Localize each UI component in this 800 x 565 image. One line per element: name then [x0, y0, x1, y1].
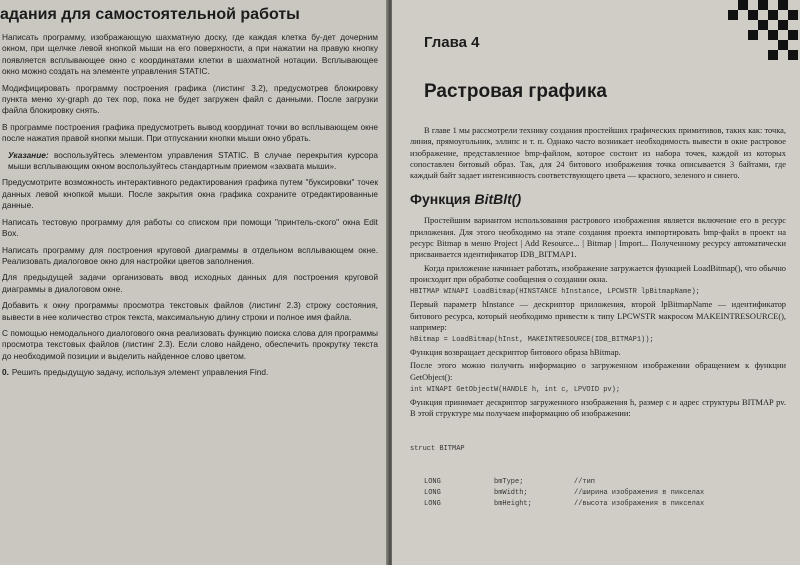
exercise-item [0, 245, 378, 268]
paragraph-1: Простейшим вариантом использования растрового изображения является включение его в ресурс приложения. Для этого необходимо на этапе создания проекта импортировать bmp-файл в проект на ресурс Bitmap в меню Project | Add Resource... | Bitmap | Import... Полученному ресурсу автоматически присваивается идентификатор IDB_BITMAP1. [410, 216, 786, 260]
exercise-text: Решить предыдущую задачу, используя элемент управления Find. [11, 367, 269, 378]
struct-rows [410, 477, 786, 510]
struct-field: bmWidth; [494, 488, 528, 497]
paragraph-4: Функция возвращает дескриптор битового образа hBitmap. [410, 348, 621, 358]
left-page [0, 0, 388, 565]
exercise-text: В программе построения графика предусмотреть вывод координат точки во всплывающем окне после нажатия правой кнопки мыши. При отпускании кнопки мыши окно убрать. [2, 121, 378, 144]
struct-row [410, 477, 786, 488]
chapter-title: Растровая графика [424, 81, 607, 102]
exercise-text: Добавить к окну программы просмотра текстовых файлов (листинг 2.3) строку состояния, вывести в нее количество строк текста, максимальную длину строки и полное имя файла. [2, 300, 378, 322]
exercise-text: Модифицировать программу построения графика (листинг 3.2), предусмотрев блокировку пункта меню xy-graph до тех пор, пока не будет загружен файл с данными. После загрузки файла блокировку снять. [2, 82, 378, 116]
chapter-number: Глава 4 [424, 34, 480, 51]
exercise-number: 0. [2, 367, 9, 378]
paragraph-3: Первый параметр hInstance — дескриптор приложения, второй lpBitmapName — идентификатор битового ресурса, который необходимо привести к типу LPCWSTR макросом MAKEINTRESOURCE(), например: [410, 300, 786, 332]
struct-comment: //ширина изображения в пикселах [574, 488, 705, 497]
struct-type: LONG [424, 477, 441, 486]
exercise-item [0, 367, 378, 378]
exercise-text: Написать тестовую программу для работы со списком при помощи "принтель-ского" окна Edit Box. [2, 216, 378, 239]
exercise-text: Для предыдущей задачи организовать ввод исходных данных для построения круговой диаграммы в диалоговом окне. [2, 272, 378, 294]
struct-type: LONG [424, 499, 441, 508]
exercise-item [0, 300, 378, 323]
exercise-item [0, 122, 378, 145]
exercise-note [8, 150, 378, 173]
struct-type: LONG [424, 488, 441, 497]
exercise-text: Предусмотрите возможность интерактивного редактирования графика путем "буксировки" точек данных левой кнопкой мыши. После закрытия окна графика сохраните отредактированные данные. [2, 177, 378, 211]
exercise-text: воспользуйтесь элементом управления STATIC. В случае перекрытия курсора мыши всплывающим окном воспользуйтесь стандартным приемом «захвата мыши». [8, 149, 378, 172]
struct-comment: //тип [574, 477, 596, 486]
exercise-item [0, 177, 378, 211]
exercise-text: С помощью немодального диалогового окна реализовать функцию поиска слова для программы просмотра текстовых файлов (листинг 2.3). Если слово найдено, обеспечить прокрутку текста до необходимой позиции и выделить найденное слово цветом. [2, 327, 378, 361]
paragraph-5: После этого можно получить информацию о загруженном изображении обращением к функции GetObject(): [410, 361, 786, 382]
exercise-item [0, 83, 378, 117]
exercise-item [0, 217, 378, 240]
struct-field: bmHeight; [494, 499, 532, 508]
right-page [392, 0, 800, 565]
paragraph-6: Функция принимает дескриптор загруженного изображения h, размер c и адрес структуры BITMAP pv. В этой структуре мы получаем информацию об изображении: [410, 398, 786, 419]
exercises-heading: адания для самостоятельной работы [0, 6, 300, 23]
section-heading [410, 191, 786, 207]
section-prefix: Функция [410, 191, 475, 208]
code-getobject-prototype: int WINAPI GetObjectW(HANDLE h, int c, LPVOID pv); [410, 386, 621, 395]
exercise-item [0, 328, 378, 362]
chapter-decoration-icon [728, 0, 800, 62]
intro-paragraph: В главе 1 мы рассмотрели технику создания простейших графических примитивов, таких как: точка, линия, прямоугольник, эллипс и т. п. Однако часто возникает необходимость вывести в окне растровое изображение, представленное bmp-файлом, которое состоит из набора точек, каждой из которых сопоставлен битовый образ. Так, для 24 битового изображения точка описывается 3 байтами, где каждый байт задает интенсивность соответствующего цвета — красного, зеленого и синего. [410, 126, 786, 181]
struct-comment: //высота изображения в пикселах [574, 499, 705, 508]
section-function-name: BitBlt() [474, 191, 522, 208]
note-label: Указание: [8, 149, 49, 160]
struct-field: bmType; [494, 477, 524, 486]
bitmap-struct [410, 422, 786, 532]
exercise-list [0, 32, 378, 379]
exercise-item [0, 272, 378, 295]
struct-head: struct BITMAP [410, 444, 465, 453]
code-loadbitmap-call: hBitmap = LoadBitmap(hInst, MAKEINTRESOURCE(IDB_BITMAP1)); [410, 336, 654, 345]
exercise-text: Написать программу, изображающую шахматную доску, где каждая клетка бу-дет дочерним окном, при щелчке левой кнопкой мыши на его поверхности, а при нажатии на правую кнопку появляется всплывающее окно с координатами клетки в шахматной нотации. Всплывающее окно можно создать на элементе управления STATIC. [2, 32, 378, 77]
paragraph-2: Когда приложение начинает работать, изображение загружается функцией LoadBitmap(), что обычно происходит при обработке сообщения о создании окна. [410, 263, 786, 284]
code-loadbitmap-prototype: HBITMAP WINAPI LoadBitmap(HINSTANCE hInstance, LPCWSTR lpBitmapName); [410, 288, 700, 297]
exercise-item [0, 32, 378, 78]
struct-row [410, 488, 786, 499]
exercise-text: Написать программу для построения круговой диаграммы в отдельном всплывающем окне. Реализовать диалоговое окно для настройки цветов заполнения. [2, 244, 378, 266]
struct-row [410, 499, 786, 510]
